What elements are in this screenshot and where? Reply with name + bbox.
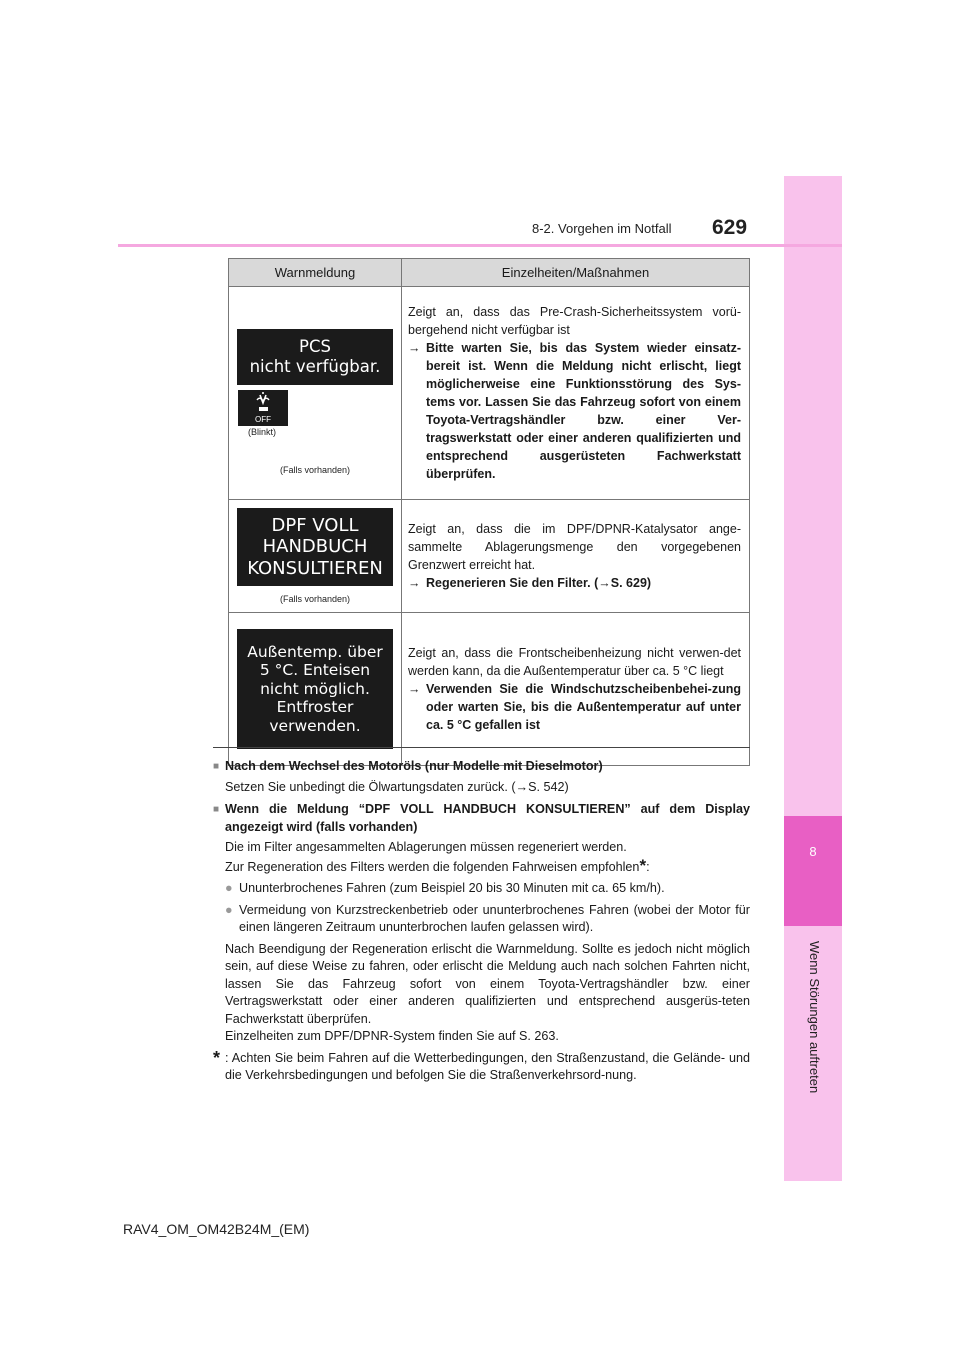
pcs-warning-icon bbox=[238, 390, 288, 416]
details-cell bbox=[402, 613, 750, 766]
footnote-marker: * bbox=[639, 855, 647, 875]
bullet-dot-icon: ● bbox=[225, 881, 233, 895]
section-heading: ■ Wenn die Meldung “DPF VOLL HANDBUCH KONSULTIEREN” auf dem Display angezeigt wird (falls vorhanden) bbox=[213, 801, 750, 836]
chapter-number: 8 bbox=[809, 844, 817, 859]
pcs-display-message: PCS nicht verfügbar. bbox=[237, 329, 393, 385]
arrow-right-icon: → bbox=[408, 341, 421, 355]
availability-note: (Falls vorhanden) bbox=[279, 465, 351, 475]
col-header-details: Einzelheiten/Maßnahmen bbox=[402, 259, 750, 287]
action-text: → Verwenden Sie die Windschutzscheibenbehei-zung oder warten Sie, bis die Außentemperatur auf unter ca. 5 °C gefallen ist bbox=[408, 682, 741, 732]
section-heading: ■ Nach dem Wechsel des Motoröls (nur Modelle mit Dieselmotor) bbox=[213, 758, 750, 776]
warning-cell bbox=[229, 287, 402, 500]
description-text: Zeigt an, dass die Frontscheibenheizung nicht verwen-det werden kann, da die Außentemperatur über ca. 5 °C liegt bbox=[408, 646, 741, 678]
chapter-title: Wenn Störungen auftreten bbox=[807, 941, 822, 1094]
list-item: ● Ununterbrochenes Fahren (zum Beispiel 20 bis 30 Minuten mit ca. 65 km/h). bbox=[213, 880, 750, 898]
dpf-display-message: DPF VOLL HANDBUCH KONSULTIEREN bbox=[237, 508, 393, 586]
availability-note: (Falls vorhanden) bbox=[279, 594, 351, 604]
square-bullet-icon: ■ bbox=[213, 804, 220, 815]
section-title: 8-2. Vorgehen im Notfall bbox=[532, 221, 672, 236]
action-text: → Bitte warten Sie, bis das System wieder einsatz-bereit ist. Wenn die Meldung nicht erlischt, liegt möglicherweise eine Funktionsstörung des Sys-tems vor. Lassen Sie das Fahrzeug sofort von einem Toyota-Vertragshändler bzw. einer Ver-tragswerkstatt oder einer anderen qualifizierten und entsprechend ausgerüsteten Fachwerkstatt überprüfen. bbox=[408, 341, 741, 481]
pcs-off-icon bbox=[238, 390, 288, 426]
page-number: 629 bbox=[712, 216, 748, 239]
warning-table bbox=[228, 258, 750, 766]
table-row bbox=[229, 287, 750, 500]
chapter-marker bbox=[784, 816, 842, 926]
description-text: Zeigt an, dass die im DPF/DPNR-Katalysator ange-sammelte Ablagerungsmenge den vorgegebenen Grenzwert erreicht hat. bbox=[408, 522, 741, 572]
document-code: RAV4_OM_OM42B24M_(EM) bbox=[123, 1221, 310, 1237]
arrow-right-icon: → bbox=[408, 682, 421, 696]
header-divider bbox=[118, 244, 842, 247]
details-cell bbox=[402, 500, 750, 613]
body-text bbox=[213, 756, 750, 1085]
chapter-side-tab bbox=[784, 176, 842, 1181]
square-bullet-icon: ■ bbox=[213, 761, 220, 772]
bullet-dot-icon: ● bbox=[225, 902, 233, 917]
action-text: → Regenerieren Sie den Filter. (→S. 629) bbox=[408, 576, 652, 590]
arrow-right-icon: → bbox=[408, 576, 421, 590]
footnote-star-icon: * bbox=[213, 1047, 221, 1068]
list-item: ● Vermeidung von Kurzstreckenbetrieb oder ununterbrochenes Fahren (wobei der Motor für einen längeren Zeitraum ununterbrochen laufen gelassen wird). bbox=[213, 902, 750, 937]
footnote: * : Achten Sie beim Fahren auf die Wetterbedingungen, den Straßenzustand, die Gelände- und die Verkehrsbedingungen und befolgen Sie die Straßenverkehrsord-nung. bbox=[213, 1050, 750, 1085]
paragraph: Zur Regeneration des Filters werden die folgenden Fahrweisen empfohlen*: bbox=[225, 855, 650, 875]
paragraph: Setzen Sie unbedingt die Ölwartungsdaten zurück. (→S. 542) bbox=[225, 779, 569, 794]
warning-cell bbox=[229, 613, 402, 766]
paragraph: Die im Filter angesammelten Ablagerungen müssen regeneriert werden. bbox=[225, 840, 627, 854]
blink-label: (Blinkt) bbox=[248, 427, 277, 437]
details-cell bbox=[402, 287, 750, 500]
defrost-display-message: Außentemp. über 5 °C. Enteisen nicht möglich. Entfroster verwenden. bbox=[237, 629, 393, 749]
icon-off-label: OFF bbox=[255, 415, 271, 424]
section-divider bbox=[213, 747, 750, 748]
description-text: Zeigt an, dass das Pre-Crash-Sicherheitssystem vorü-bergehend nicht verfügbar ist bbox=[408, 305, 741, 337]
warning-cell bbox=[229, 500, 402, 613]
table-row bbox=[229, 613, 750, 766]
col-header-warning: Warnmeldung bbox=[229, 259, 402, 287]
table-row bbox=[229, 500, 750, 613]
paragraph: Einzelheiten zum DPF/DPNR-System finden Sie auf S. 263. bbox=[225, 1029, 559, 1043]
paragraph: Nach Beendigung der Regeneration erlischt die Warnmeldung. Sollte es jedoch nicht möglich sein, auf diese Weise zu fahren, oder erlischt die Meldung auch nach solchen Fahrten nicht, lassen Sie das Fahrzeug sofort von einem Toyota-Vertragshändler bzw. einer Vertragswerkstatt oder einer anderen qualifizierten und entsprechend ausgerüs-teten Fachwerkstatt überprüfen. bbox=[225, 941, 750, 1026]
